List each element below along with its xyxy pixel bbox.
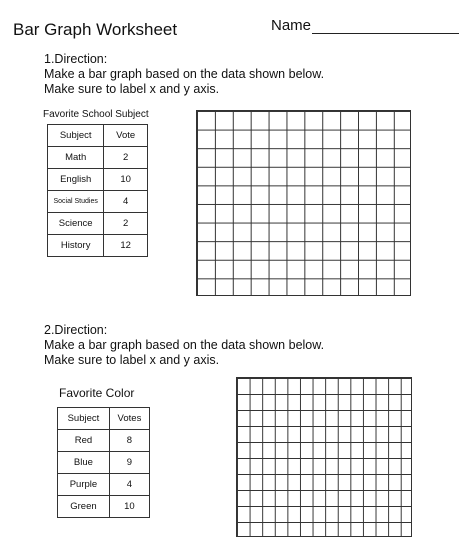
direction-1-heading: 1.Direction: [44,52,108,66]
table-row [48,191,148,213]
row-value: 10 [109,496,149,518]
name-blank-line[interactable] [312,33,459,34]
row-value: 2 [104,213,148,235]
table-2-header-subject: Subject [58,408,110,430]
favorite-color-table [57,407,150,518]
row-label: Red [58,430,110,452]
blank-graph-grid-1[interactable] [196,110,411,296]
table-1-header-subject: Subject [48,125,104,147]
table-row [48,169,148,191]
row-value: 4 [104,191,148,213]
direction-1-line-1: Make a bar graph based on the data shown below. [44,67,325,81]
row-label: Blue [58,452,110,474]
table-row [58,474,150,496]
row-value: 9 [109,452,149,474]
row-value: 4 [109,474,149,496]
row-label: Science [48,213,104,235]
row-label: Math [48,147,104,169]
row-label: Purple [58,474,110,496]
favorite-subject-table [47,124,148,257]
table-1-caption: Favorite School Subject [43,109,149,120]
table-2-header-votes: Votes [109,408,149,430]
name-label: Name [271,17,312,34]
worksheet-title: Bar Graph Worksheet [13,20,178,39]
table-row [48,147,148,169]
row-value: 8 [109,430,149,452]
row-label: English [48,169,104,191]
row-value: 12 [104,235,148,257]
row-label: Social Studies [48,191,104,213]
table-2-caption: Favorite Color [59,386,135,400]
row-value: 10 [104,169,148,191]
table-row [48,235,148,257]
table-row [58,496,150,518]
table-row [58,430,150,452]
direction-2-line-2: Make sure to label x and y axis. [44,353,220,367]
direction-2-heading: 2.Direction: [44,323,108,337]
direction-2-line-1: Make a bar graph based on the data shown below. [44,338,325,352]
row-label: History [48,235,104,257]
row-label: Green [58,496,110,518]
direction-1-line-2: Make sure to label x and y axis. [44,82,220,96]
table-1-header-vote: Vote [104,125,148,147]
blank-graph-grid-2[interactable] [236,377,412,537]
row-value: 2 [104,147,148,169]
table-row [58,452,150,474]
table-row [48,213,148,235]
